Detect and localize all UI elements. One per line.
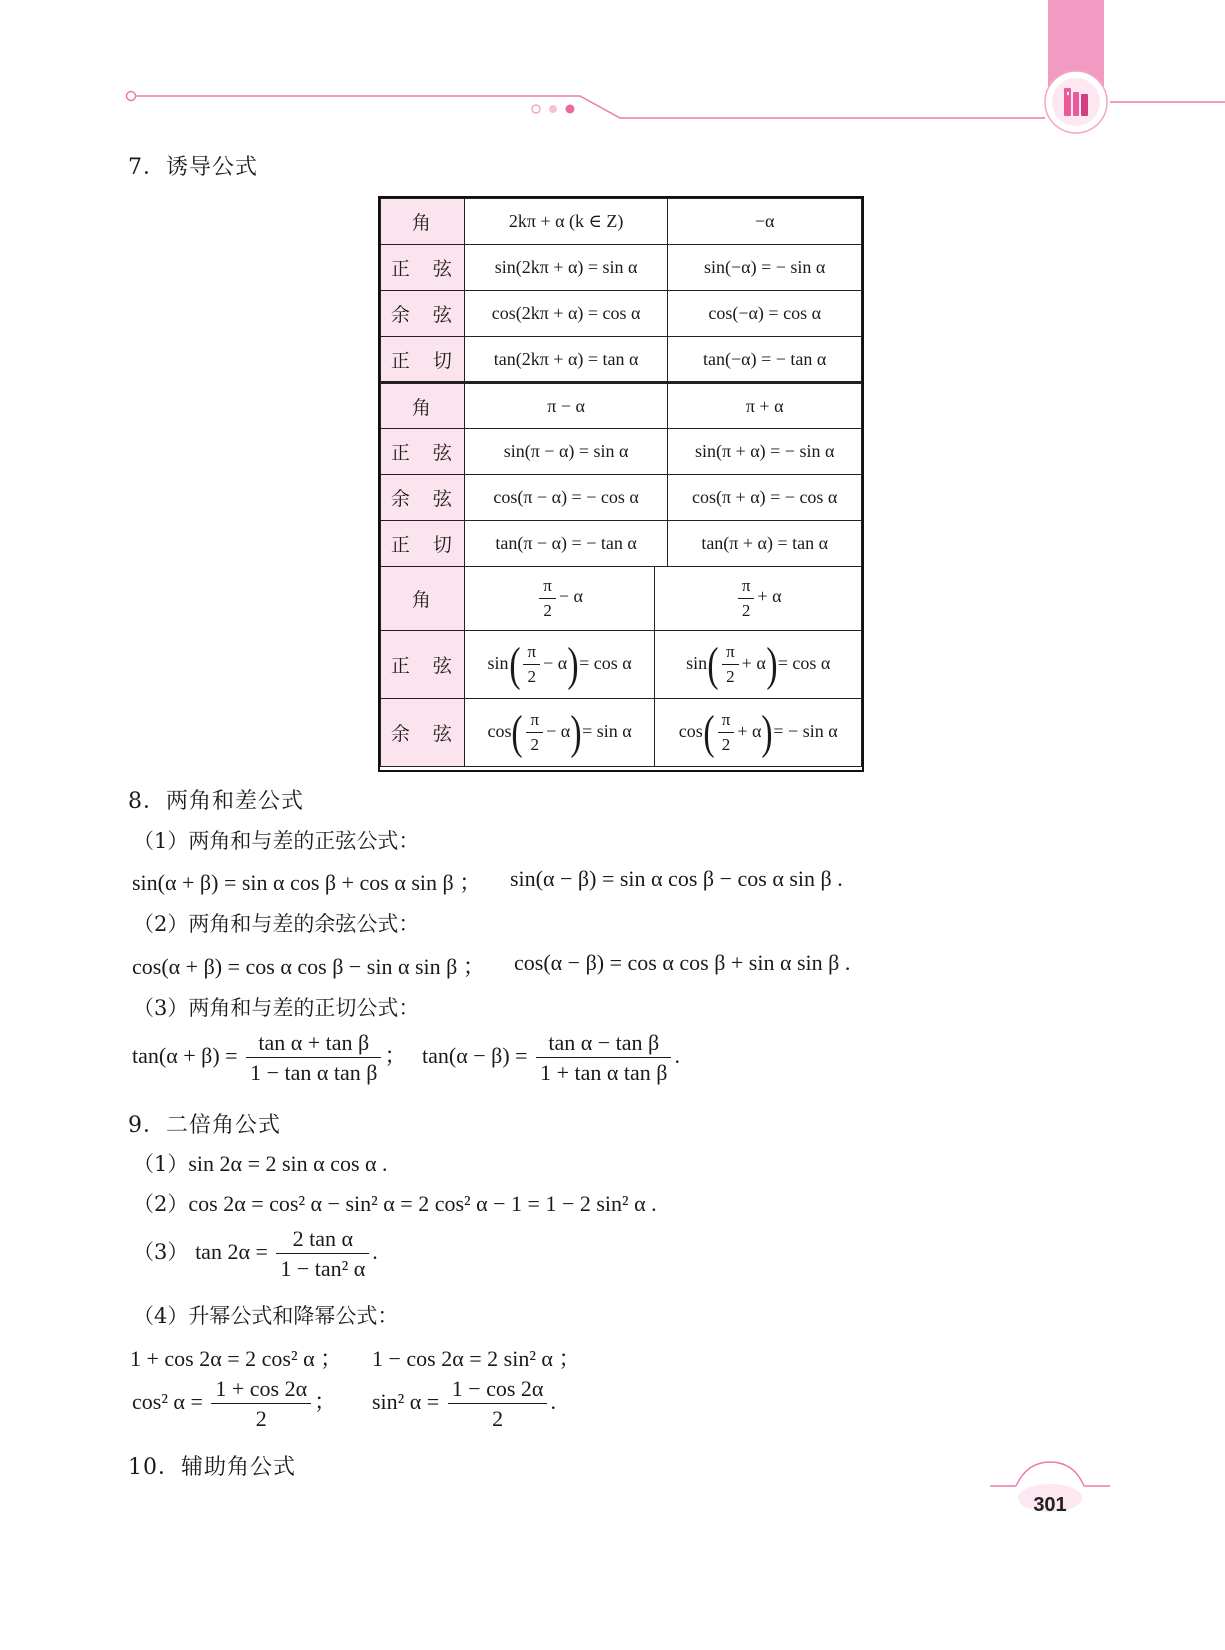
rhs: = cos α (777, 652, 831, 673)
header-dot-2 (549, 105, 557, 113)
formula-sin-double: sin 2α = 2 sin α cos α . (188, 1151, 388, 1176)
frac-den: 2 (255, 1406, 267, 1432)
frac-num: π (539, 576, 556, 599)
formula-sin-diff: sin(α − β) = sin α cos β − cos α sin β . (510, 866, 843, 891)
formula-sin-sum: sin(α + β) = sin α cos β + cos α sin β ； (132, 870, 482, 895)
table-head-pi-plus: π + α (668, 383, 862, 429)
table-cell: sin(π + α) = − sin α (668, 429, 862, 475)
paren-left: ( (703, 705, 715, 759)
paren-left: ( (707, 637, 719, 691)
table-cell: sin(π − α) = sin α (464, 429, 668, 475)
rhs: = sin α (582, 720, 632, 741)
table-cell: tan(2kπ + α) = tan α (464, 337, 668, 383)
frac-num: π (523, 642, 540, 665)
subheading-cos: （2）两角和与差的余弦公式： (133, 912, 420, 936)
angle-term: − α (558, 586, 583, 607)
formula-cos-sum: cos(α + β) = cos α cos β − sin α sin β ； (132, 954, 485, 979)
table-cell (464, 631, 655, 699)
formula-lower-cos (132, 1376, 336, 1432)
separator: ； (314, 1388, 337, 1414)
subheading-power: （4）升幂公式和降幂公式： (133, 1304, 399, 1328)
fn: cos (487, 720, 512, 741)
angle-term: + α (757, 586, 782, 607)
row-label-tan: 正 切 (381, 337, 465, 383)
header-rule (136, 96, 1045, 118)
frac-num: π (722, 642, 739, 665)
angle-term: − α (543, 652, 568, 673)
frac-num: 1 − cos 2α (448, 1376, 548, 1404)
table-cell: sin(2kπ + α) = sin α (464, 245, 668, 291)
formula-raise-cos: 1 + cos 2α = 2 cos² α ； (130, 1346, 343, 1371)
row-label-sin: 正 弦 (381, 631, 465, 699)
page-number: 301 (1033, 1494, 1067, 1516)
formula-cos-diff: cos(α − β) = cos α cos β + sin α sin β . (514, 950, 851, 975)
section-9-title: 9．二倍角公式 (128, 1113, 281, 1138)
table-head-angle: 角 (381, 383, 465, 429)
subheading-tan: （3）两角和与差的正切公式： (133, 996, 420, 1020)
table-cell: sin(−α) = − sin α (668, 245, 862, 291)
row-label-cos: 余 弦 (381, 291, 465, 337)
frac-den: 2 (530, 735, 540, 754)
frac-num: tan α − tan β (536, 1030, 671, 1058)
subheading-sin: （1）两角和与差的正弦公式： (133, 829, 420, 853)
section-8-title: 8．两角和差公式 (128, 789, 304, 814)
lhs: cos² α = (132, 1388, 203, 1414)
table-head-angle: 角 (381, 567, 465, 631)
formula-tan-diff (422, 1030, 680, 1086)
table-cell: cos(π − α) = − cos α (464, 475, 668, 521)
paren-left: ( (508, 637, 521, 691)
formula-9-1 (133, 1148, 388, 1178)
frac-den: 2 (543, 601, 552, 620)
fn: sin (487, 652, 509, 673)
header-decoration (0, 0, 1225, 140)
table-head-halfpi-plus (655, 567, 862, 631)
rhs: = − sin α (773, 720, 838, 741)
formula-tan-sum (132, 1030, 406, 1086)
table-head-neg: −α (668, 199, 862, 245)
separator: ； (384, 1042, 407, 1068)
frac-num: π (526, 710, 543, 733)
row-label-tan: 正 切 (381, 521, 465, 567)
angle-term: + α (737, 720, 762, 741)
lhs: sin² α = (372, 1388, 440, 1414)
formula-lower-sin (372, 1376, 556, 1432)
end-mark: . (674, 1042, 680, 1068)
frac-num: 1 + cos 2α (211, 1376, 311, 1404)
table-cell: cos(−α) = cos α (668, 291, 862, 337)
table-cell (655, 699, 862, 767)
table-cell: tan(−α) = − tan α (668, 337, 862, 383)
angle-term: + α (741, 652, 766, 673)
row-label-cos: 余 弦 (381, 475, 465, 521)
table-head-halfpi-minus (464, 567, 655, 631)
rhs: = cos α (579, 652, 632, 673)
formula-9-3 (133, 1226, 378, 1282)
lhs: tan 2α = (195, 1238, 268, 1264)
fn: cos (678, 720, 703, 741)
formula-tan-double (195, 1226, 378, 1282)
formula-9-2 (133, 1188, 657, 1218)
frac-den: 2 (721, 735, 731, 754)
paren-left: ( (511, 705, 524, 759)
table-cell (464, 699, 655, 767)
frac-den: 2 (527, 667, 537, 686)
table-head-pi-minus: π − α (464, 383, 668, 429)
end-mark: . (550, 1388, 556, 1414)
lhs: tan(α − β) = (422, 1042, 528, 1068)
table-head-2kpi: 2kπ + α (k ∈ Z) (464, 199, 668, 245)
header-dot-1 (532, 105, 540, 113)
frac-den: 2 (726, 667, 735, 686)
table-cell: cos(2kπ + α) = cos α (464, 291, 668, 337)
end-mark: . (372, 1238, 378, 1264)
header-line-start-dot (127, 92, 136, 101)
frac-den: 1 + tan α tan β (540, 1060, 668, 1086)
frac-den: 1 − tan² α (280, 1256, 366, 1282)
header-dot-3 (566, 105, 575, 114)
fn: sin (686, 652, 708, 673)
frac-den: 1 − tan α tan β (250, 1060, 378, 1086)
item-label: （3） (133, 1239, 189, 1264)
lhs: tan(α + β) = (132, 1042, 238, 1068)
table-cell: tan(π − α) = − tan α (464, 521, 668, 567)
frac-num: π (738, 576, 755, 599)
item-label: （2） (133, 1192, 189, 1216)
row-label-cos: 余 弦 (381, 699, 465, 767)
section-10-title: 10．辅助角公式 (128, 1455, 296, 1480)
row-label-sin: 正 弦 (381, 429, 465, 475)
frac-num: tan α + tan β (246, 1030, 381, 1058)
formula-raise-sin: 1 − cos 2α = 2 sin² α ； (372, 1346, 581, 1371)
item-label: （1） (133, 1152, 189, 1176)
paren-right: ) (761, 705, 774, 759)
row-label-sin: 正 弦 (381, 245, 465, 291)
formula-cos-double: cos 2α = cos² α − sin² α = 2 cos² α − 1 = 1 − 2 sin² α . (188, 1191, 657, 1216)
table-cell (655, 631, 862, 699)
frac-num: π (718, 710, 735, 733)
table-cell: cos(π + α) = − cos α (668, 475, 862, 521)
paren-right: ) (567, 637, 579, 691)
table-head-angle: 角 (381, 199, 465, 245)
induction-formula-table (378, 196, 864, 772)
angle-term: − α (546, 720, 571, 741)
frac-den: 2 (741, 601, 751, 620)
frac-den: 2 (492, 1406, 504, 1432)
paren-right: ) (766, 637, 778, 691)
table-cell: tan(π + α) = tan α (668, 521, 862, 567)
section-7-title: 7．诱导公式 (128, 155, 258, 180)
frac-num: 2 tan α (276, 1226, 369, 1254)
paren-right: ) (570, 705, 582, 759)
